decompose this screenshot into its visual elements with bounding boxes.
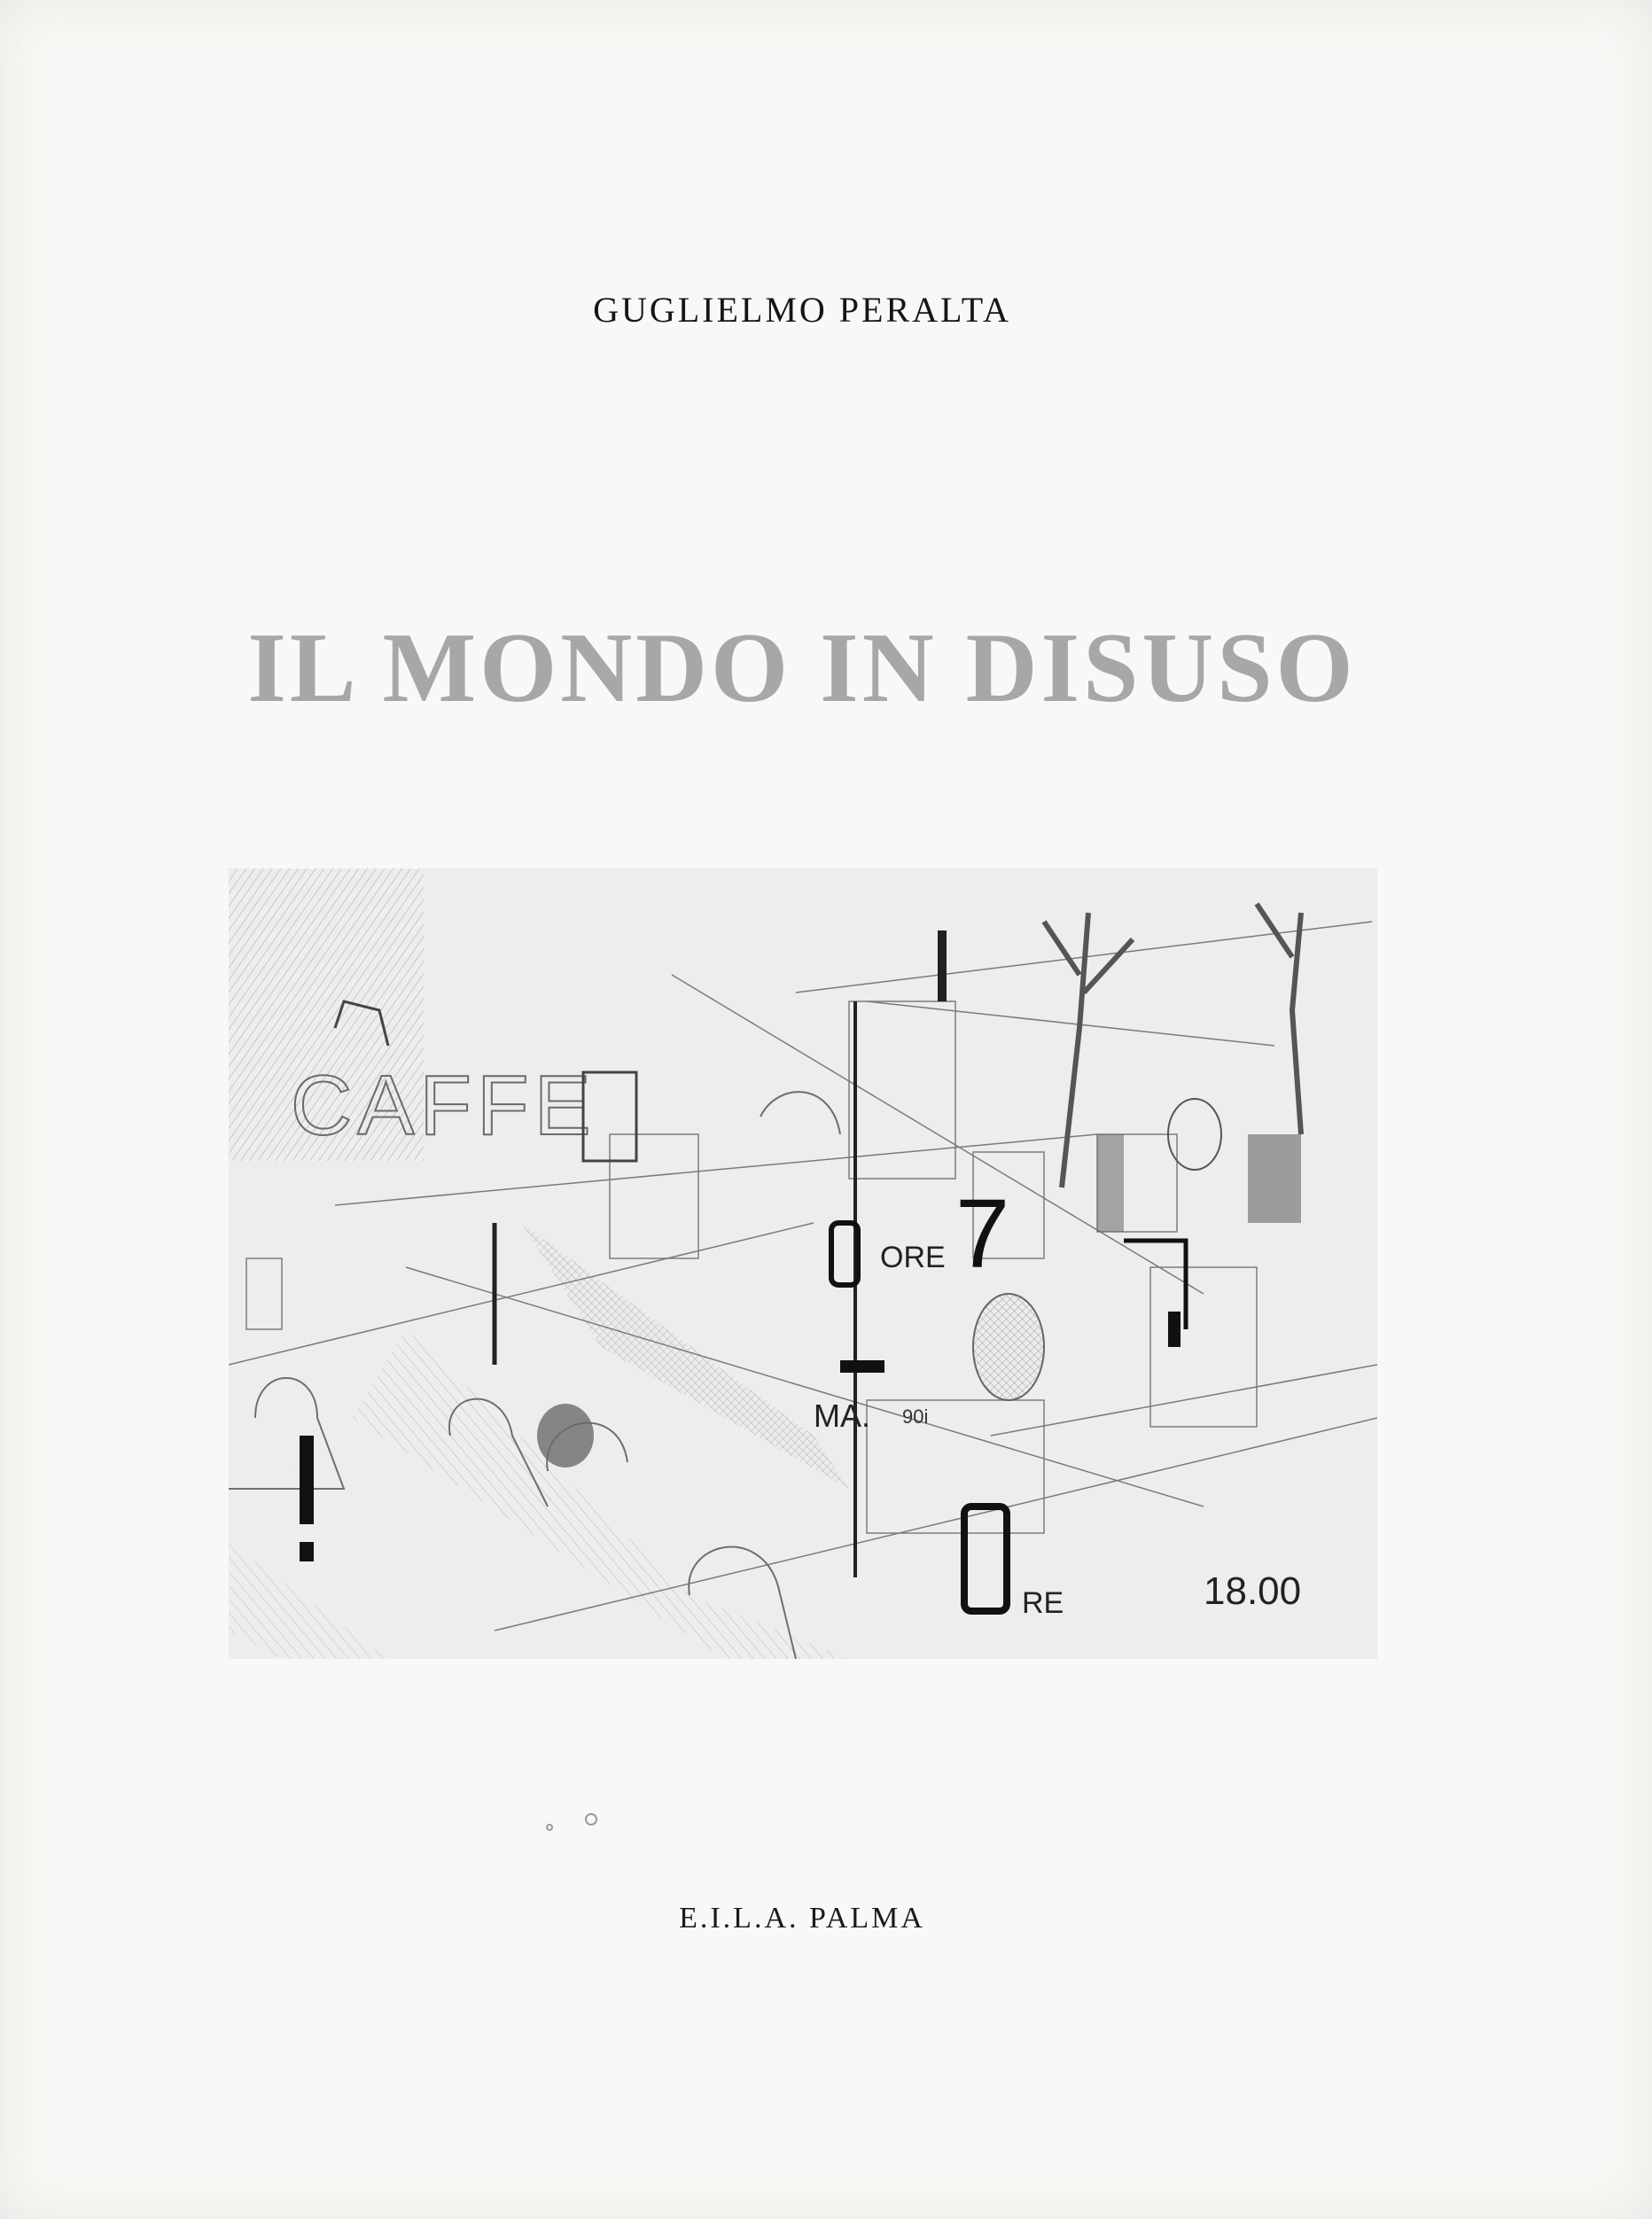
ma-text: MA. — [814, 1398, 871, 1434]
paper-speck — [546, 1824, 553, 1831]
artwork-drawing — [229, 868, 1377, 1659]
book-title: IL MONDO IN DISUSO — [247, 613, 1357, 723]
seven-text: 7 — [955, 1180, 1010, 1289]
exclaim-text: ! — [291, 1471, 292, 1472]
ore-bottom-text: RE — [1022, 1586, 1064, 1620]
publisher-name: E.I.L.A. PALMA — [679, 1902, 925, 1935]
time-text: 18.00 — [1204, 1569, 1302, 1613]
paper-speck — [585, 1813, 597, 1826]
ore-top-text: ORE — [880, 1241, 946, 1274]
author-name: GUGLIELMO PERALTA — [593, 290, 1011, 330]
ma-small-text: 90i — [902, 1405, 929, 1428]
cover-artwork — [229, 868, 1377, 1659]
caffe-text: CAFFE — [291, 1058, 596, 1153]
